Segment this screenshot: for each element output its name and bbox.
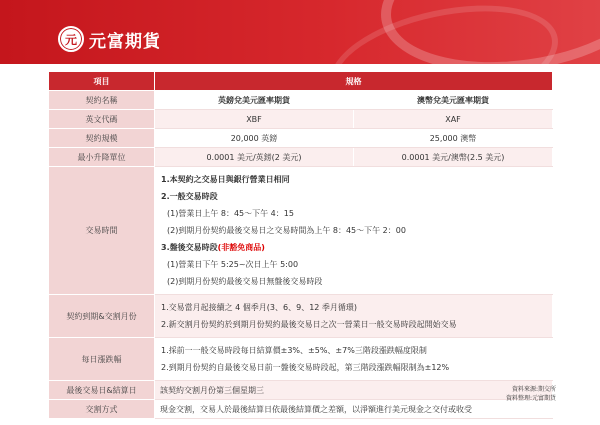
header-item: 項目 [49,72,155,91]
expiry-line: 1.交易當月起接續之 4 個季月(3、6、9、12 季月循環) [161,303,358,312]
hours-line: 1.本契約之交易日與銀行營業日相同 [161,175,290,184]
gbp-code: XBF [155,110,354,129]
source-line: 資料來源:期交所 [511,386,556,393]
brand-logo [58,26,161,52]
table-row [49,148,553,167]
aud-size: 25,000 澳幣 [354,129,553,148]
brand-mark-icon: 元 [58,26,84,52]
table-row [49,381,553,400]
hours-line: (1)營業日下午 5:25~次日上午 5:00 [167,260,299,269]
header-banner [0,0,600,64]
hours-line: (1)營業日上午 8：45～下午 4：15 [167,209,294,218]
hours-line: 2.一般交易時段 [161,192,218,201]
row-label: 交割方式 [49,400,155,419]
expiry-line: 2.新交割月份契約於到期月份契約最後交易日之次一營業日一般交易時段起開始交易 [161,320,457,329]
row-label: 每日漲跌幅 [49,338,155,381]
row-label: 契約規模 [49,129,155,148]
brand-name: 元富期貨 [89,31,161,52]
price-limit-cell [155,338,553,381]
trading-hours-cell [155,167,553,295]
header-spec: 規格 [155,72,553,91]
hours-line [161,239,546,256]
contract-spec-table [48,71,553,419]
source-line: 資料整理:元富期貨 [505,395,556,402]
non-exempt-note: (非豁免商品) [217,243,265,252]
limit-line: 1.採前一一般交易時段每日結算價±3%、±5%、±7%三階段漲跌幅度限制 [161,346,427,355]
settlement-cell: 現金交割，交易人於最後結算日依最後結算價之差額，以淨額進行美元現金之交付或收受 [155,400,553,419]
row-label: 契約到期&交割月份 [49,295,155,338]
table-row [49,91,553,110]
row-label: 最後交易日&結算日 [49,381,155,400]
hours-line: (2)到期月份契約最後交易日之交易時間為上午 8：45～下午 2：00 [167,226,406,235]
aud-code: XAF [354,110,553,129]
row-label: 契約名稱 [49,91,155,110]
row-label: 最小升降單位 [49,148,155,167]
last-day-cell: 該契約交割月份第三個星期三 [155,381,553,400]
gbp-tick: 0.0001 美元/英鎊(2 美元) [155,148,354,167]
table-row [49,295,553,338]
table-row [49,167,553,295]
gbp-contract-name: 英鎊兌美元匯率期貨 [155,91,354,110]
table-header-row [49,72,553,91]
limit-line: 2.到期月份契約自最後交易日前一盤後交易時段起，第三階段漲跌幅限制為±12% [161,363,450,372]
hours-after-hours-title: 3.盤後交易時段 [161,243,218,252]
table-row [49,338,553,381]
source-note [506,385,556,403]
row-label: 英文代碼 [49,110,155,129]
aud-tick: 0.0001 美元/澳幣(2.5 美元) [354,148,553,167]
expiry-cell [155,295,553,338]
gbp-size: 20,000 英鎊 [155,129,354,148]
row-label: 交易時間 [49,167,155,295]
table-row [49,400,553,419]
aud-contract-name: 澳幣兌美元匯率期貨 [354,91,553,110]
table-row [49,110,553,129]
table-row [49,129,553,148]
hours-line: (2)到期月份契約最後交易日無盤後交易時段 [167,277,323,286]
